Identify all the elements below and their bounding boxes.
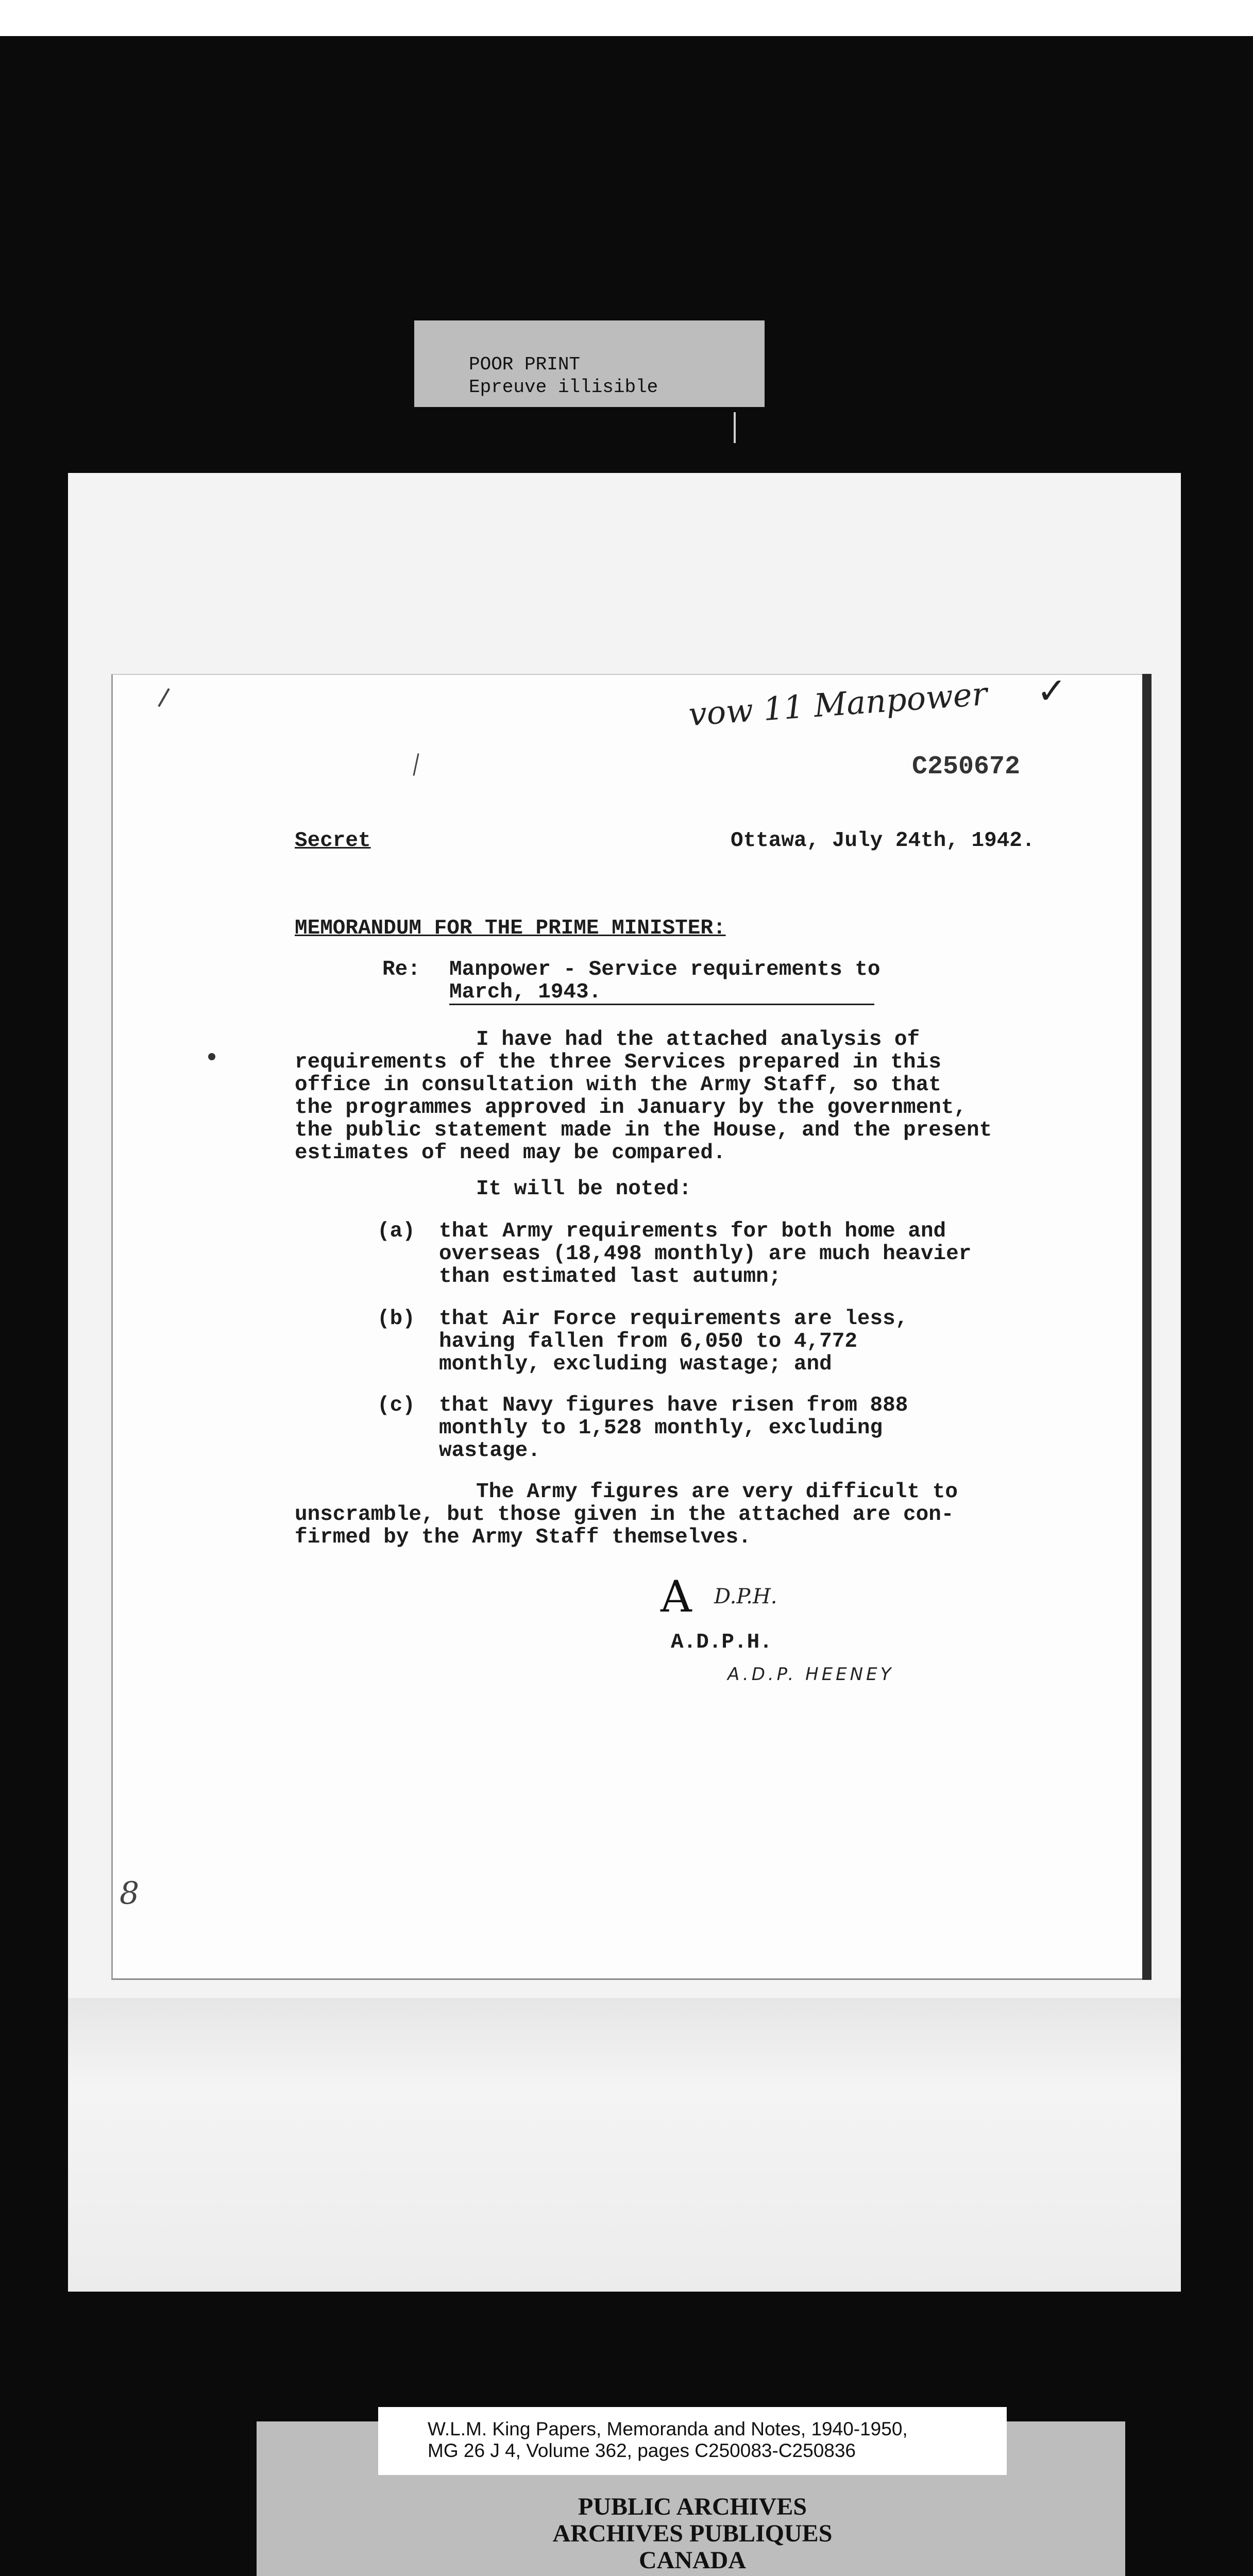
item-a-line: that Army requirements for both home and	[439, 1219, 946, 1243]
stamp-line-2: Epreuve illisible	[469, 377, 658, 398]
para2-line: unscramble, but those given in the attached are con-	[295, 1503, 954, 1527]
item-c-line: monthly to 1,528 monthly, excluding	[439, 1416, 883, 1440]
item-label-c: (c)	[377, 1394, 415, 1417]
archives-stamp	[378, 2494, 1007, 2574]
item-a-line: overseas (18,498 monthly) are much heavier	[439, 1242, 972, 1266]
para2-line: firmed by the Army Staff themselves.	[295, 1526, 751, 1549]
classification: Secret	[295, 829, 371, 853]
item-a-line: than estimated last autumn;	[439, 1265, 782, 1289]
re-subject-line-1: Manpower - Service requirements to	[449, 958, 881, 981]
re-label: Re:	[382, 958, 420, 981]
para1-line: the public statement made in the House, and the present	[295, 1118, 992, 1142]
archives-line-3: CANADA	[639, 2547, 746, 2574]
margin-scribble: 8	[120, 1875, 140, 1911]
memo-heading: MEMORANDUM FOR THE PRIME MINISTER:	[295, 917, 726, 940]
para1-line: estimates of need may be compared.	[295, 1141, 726, 1165]
noted-line: It will be noted:	[476, 1177, 692, 1201]
archives-line-1: PUBLIC ARCHIVES	[578, 2493, 807, 2520]
poor-print-stamp	[414, 320, 765, 407]
para2-line: The Army figures are very difficult to	[476, 1480, 958, 1504]
signature-initials: D.P.H.	[714, 1585, 777, 1608]
scan-tick-mark	[734, 412, 736, 443]
archives-line-2: ARCHIVES PUBLIQUES	[552, 2520, 833, 2547]
item-b-line: monthly, excluding wastage; and	[439, 1352, 832, 1376]
citation-line-1: W.L.M. King Papers, Memoranda and Notes, 1940-1950,	[428, 2418, 908, 2439]
para1-line: requirements of the three Services prepared in this	[295, 1050, 941, 1074]
place-date: Ottawa, July 24th, 1942.	[731, 829, 1035, 853]
citation-line-2: MG 26 J 4, Volume 362, pages C250083-C250836	[428, 2440, 856, 2461]
item-label-a: (a)	[377, 1219, 415, 1243]
item-b-line: that Air Force requirements are less,	[439, 1307, 908, 1331]
para1-line: I have had the attached analysis of	[476, 1028, 920, 1052]
handwritten-name: A.D.P. HEENEY	[727, 1664, 894, 1685]
item-label-b: (b)	[377, 1307, 415, 1331]
stamp-line-1: POOR PRINT	[469, 354, 581, 375]
re-subject-line-2: March, 1943.	[449, 981, 874, 1005]
file-annotation: vow 11 Manpower	[687, 674, 989, 734]
item-c-line: wastage.	[439, 1439, 540, 1463]
para1-line: the programmes approved in January by the government,	[295, 1096, 967, 1120]
typed-initials: A.D.P.H.	[671, 1631, 772, 1654]
citation-label	[378, 2407, 1007, 2475]
signature: A	[661, 1571, 692, 1622]
check-mark-icon: ✓	[1037, 670, 1067, 712]
ink-spot	[208, 1053, 215, 1060]
para1-line: office in consultation with the Army Staff, so that	[295, 1073, 941, 1097]
scan-top-margin	[0, 0, 1253, 36]
document-number: C250672	[912, 752, 1021, 782]
item-c-line: that Navy figures have risen from 888	[439, 1394, 908, 1417]
item-b-line: having fallen from 6,050 to 4,772	[439, 1330, 857, 1353]
